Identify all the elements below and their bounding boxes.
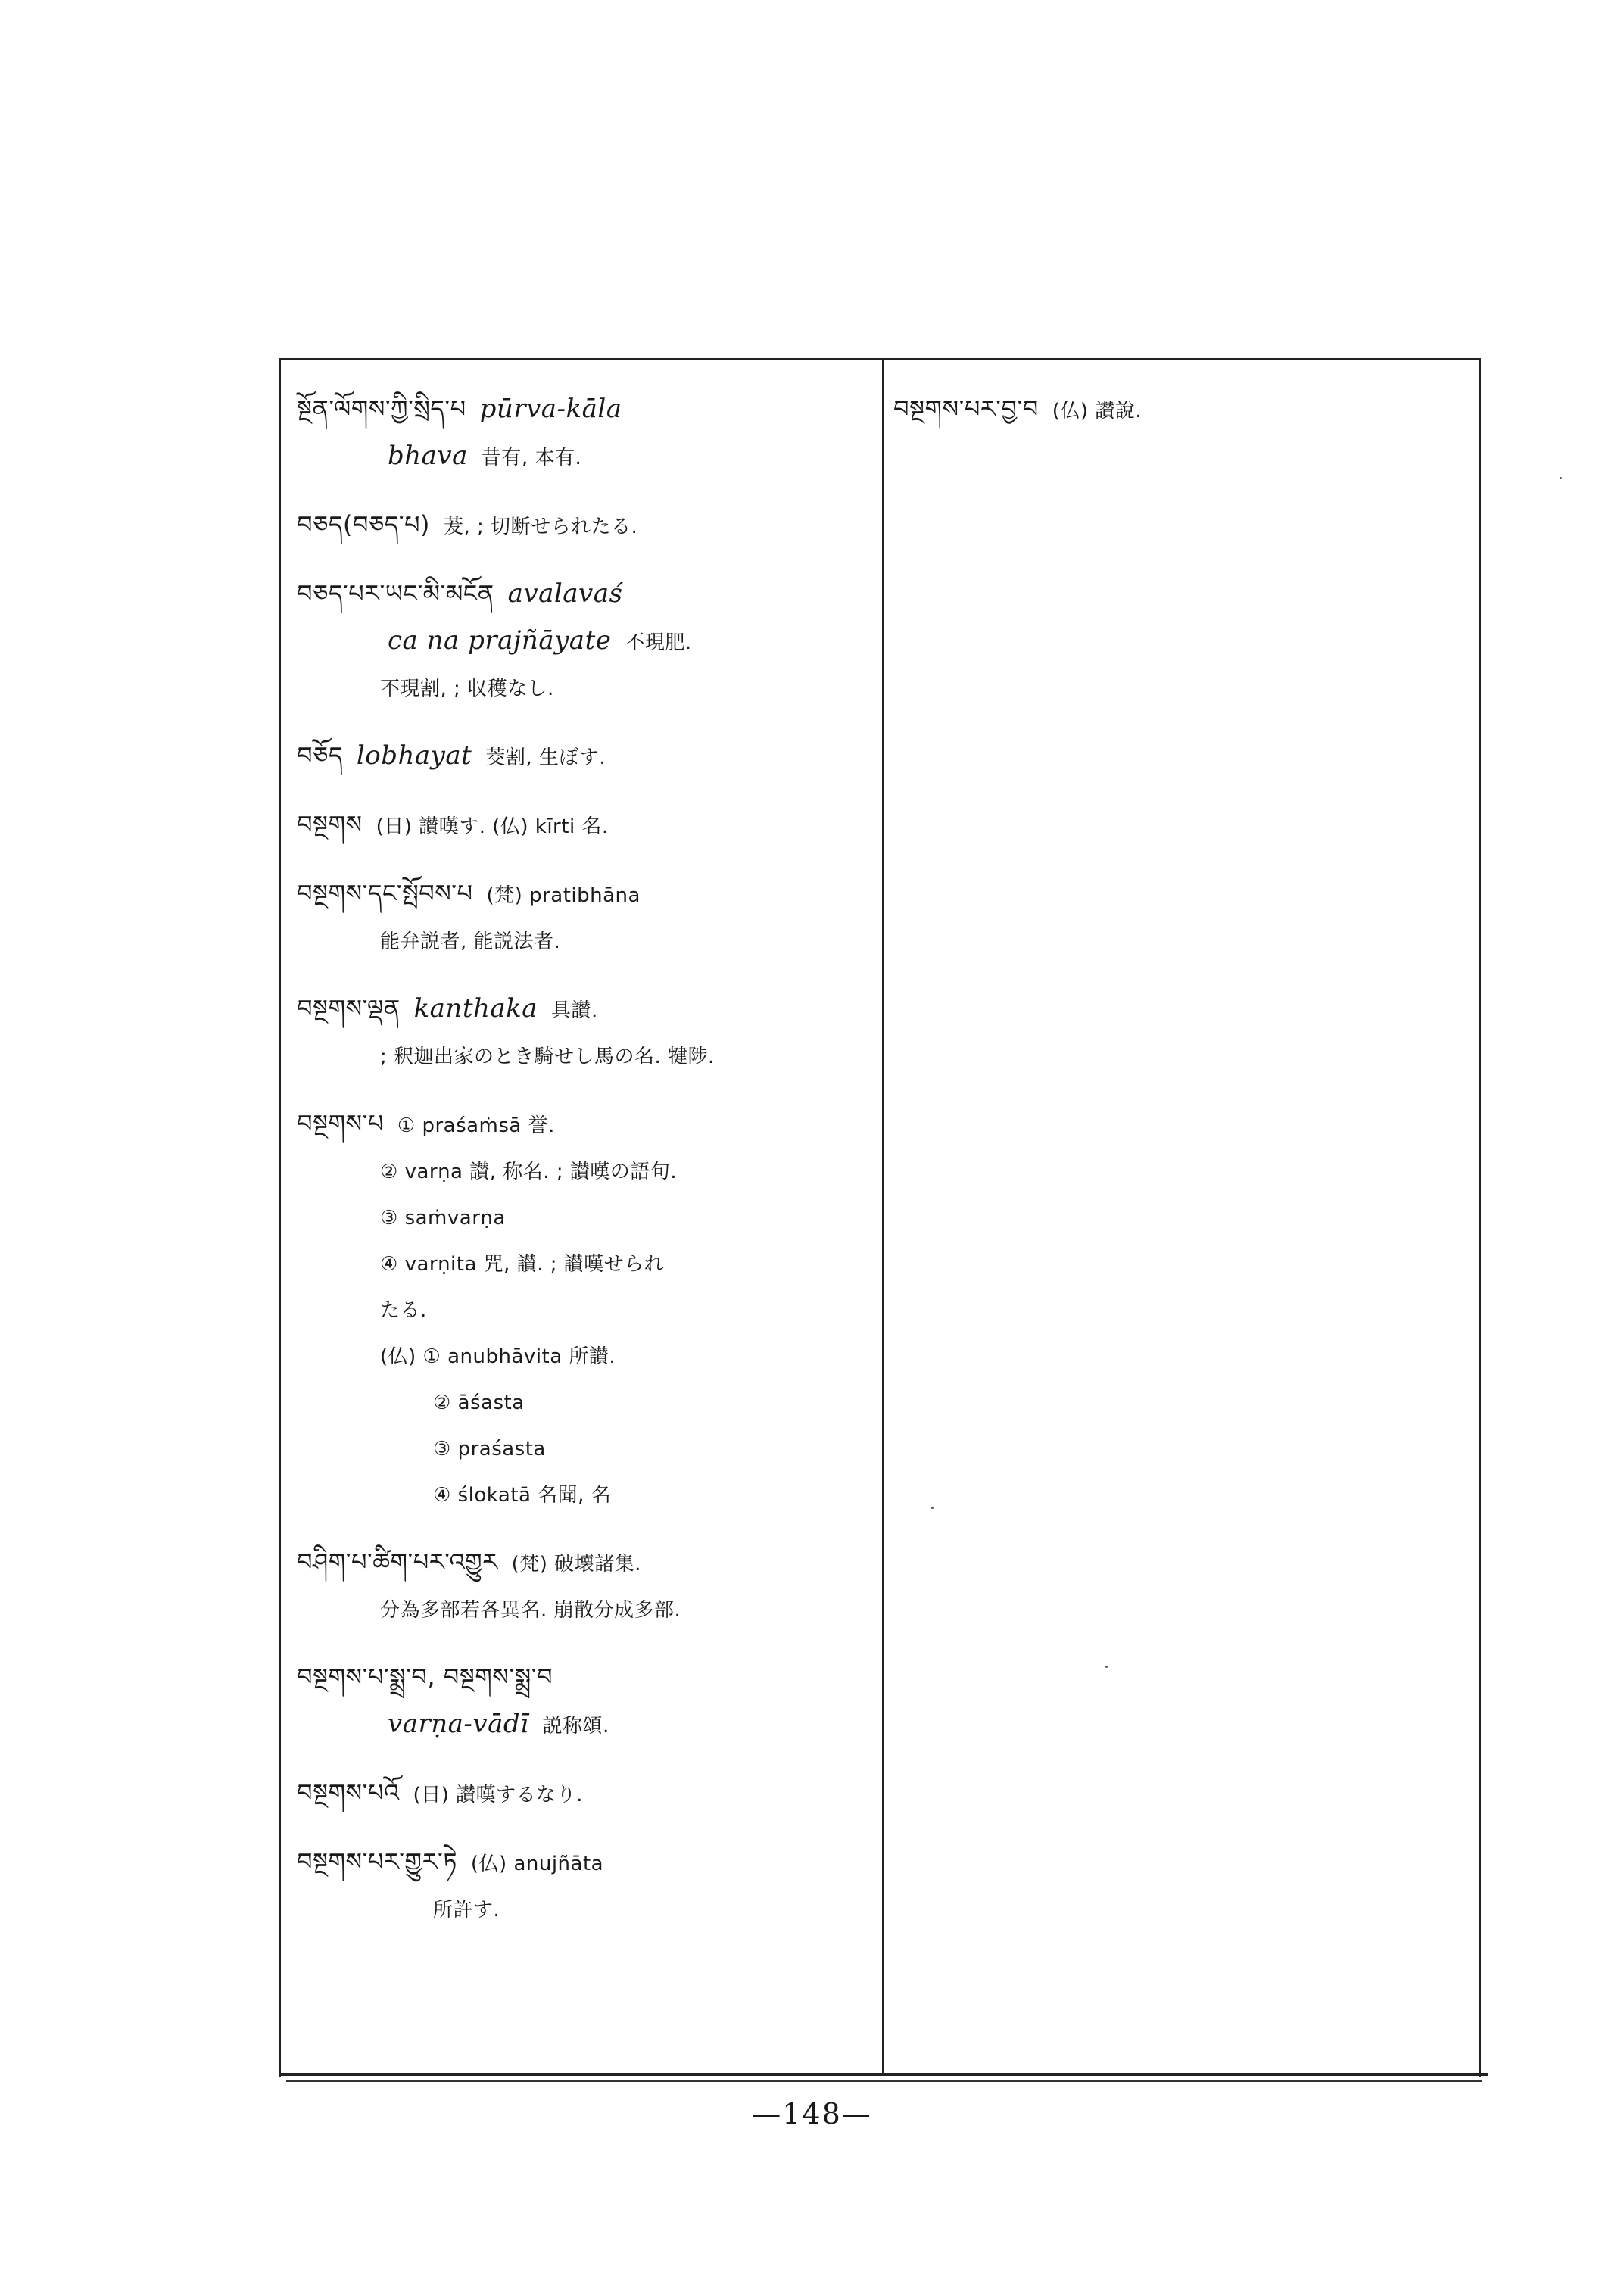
sanskrit-term: avalavaś — [507, 578, 623, 609]
entry-line — [297, 1287, 872, 1333]
entry-line — [297, 733, 872, 781]
entry-line — [297, 1241, 872, 1287]
entry-gap — [297, 781, 872, 802]
gloss-text: (仏) 讃說. — [1052, 400, 1142, 422]
dictionary-entry — [297, 1539, 872, 1633]
tibetan-term: བསྔགས་ལྡན — [297, 994, 401, 1023]
tibetan-term: བཅད་པར་ཡང་མི་མངོན — [297, 579, 494, 608]
page-number: —148— — [752, 2097, 872, 2130]
tibetan-term: བསྔགས — [297, 810, 363, 839]
gloss-text: 茇, ; 切断せられたる. — [444, 516, 638, 538]
entry-gap — [297, 1818, 872, 1839]
sanskrit-term: pūrva-kāla — [479, 394, 622, 424]
dictionary-entry — [297, 1101, 872, 1518]
entry-gap — [297, 849, 872, 871]
tibetan-term: བསྔགས་པ — [297, 1109, 384, 1138]
sanskrit-term: lobhayat — [356, 740, 472, 771]
dictionary-entry — [297, 733, 872, 781]
tibetan-term: བཅོད — [297, 741, 343, 770]
entry-gap — [297, 481, 872, 502]
dictionary-entry — [893, 386, 1469, 434]
sanskrit-term: varṇa-vādī — [388, 1709, 529, 1739]
gloss-text: 昔有, 本有. — [481, 447, 582, 469]
tibetan-term: བསྔགས་དང་སྤོབས་པ — [297, 879, 473, 908]
tibetan-term: བཅད(བཅད་པ) — [297, 510, 430, 539]
entry-line — [297, 618, 872, 665]
entry-line — [893, 386, 1469, 434]
dictionary-entry — [297, 386, 872, 481]
right-column — [893, 386, 1469, 455]
entry-line — [297, 433, 872, 481]
gloss-text: 不現割, ; 収穫なし. — [380, 678, 554, 700]
gloss-text: 所許す. — [433, 1899, 500, 1922]
dictionary-entry — [297, 502, 872, 550]
scan-speck — [931, 1507, 934, 1509]
scan-speck — [1105, 1666, 1108, 1668]
entry-gap — [297, 1080, 872, 1101]
sanskrit-term: kanthaka — [413, 993, 538, 1024]
gloss-text: ① praśaṁsā 誉. — [397, 1114, 555, 1137]
gloss-text: ② āśasta — [433, 1392, 525, 1414]
gloss-text: たる. — [380, 1299, 427, 1322]
entry-line — [297, 1472, 872, 1518]
entry-gap — [297, 712, 872, 733]
entry-line — [297, 502, 872, 550]
entry-line — [297, 1587, 872, 1633]
entry-line — [297, 571, 872, 618]
entry-line — [297, 802, 872, 849]
gloss-text: (日) 讃嘆するなり. — [413, 1784, 583, 1806]
entry-line — [297, 1149, 872, 1195]
gloss-text: (梵) 破壊諸集. — [511, 1553, 641, 1576]
gloss-text: ④ varṇita 咒, 讃. ; 讃嘆せられ — [380, 1253, 665, 1276]
dictionary-entry — [297, 1770, 872, 1818]
entry-line — [297, 1195, 872, 1241]
gloss-text: ; 釈迦出家のとき騎せし馬の名. 犍陟. — [380, 1046, 715, 1068]
gloss-text: 説称頌. — [542, 1715, 609, 1738]
gloss-text: ④ ślokatā 名聞, 名 — [433, 1484, 612, 1507]
tibetan-term: བསྔགས་པར་བྱ་བ — [893, 394, 1039, 423]
entry-line — [297, 1770, 872, 1818]
entry-line — [297, 986, 872, 1033]
entry-line — [297, 1839, 872, 1887]
gloss-text: (日) 讃嘆す. (仏) kīrti 名. — [376, 815, 609, 838]
entry-gap — [297, 965, 872, 986]
entry-gap — [297, 1933, 872, 1954]
dictionary-entry — [297, 802, 872, 849]
entry-line — [297, 1887, 872, 1933]
entry-line — [297, 1033, 872, 1080]
gloss-text: 能弁説者, 能説法者. — [380, 930, 561, 953]
sanskrit-term: ca na prajñāyate — [388, 625, 612, 656]
tibetan-term: བསྔགས་པའོ — [297, 1778, 400, 1807]
entry-gap — [297, 1518, 872, 1539]
gloss-text: 具讃. — [551, 999, 598, 1022]
gloss-text: ③ praśasta — [433, 1438, 546, 1460]
entry-line — [297, 1333, 872, 1379]
gloss-text: ③ saṁvarṇa — [380, 1207, 506, 1230]
entry-line — [297, 1101, 872, 1149]
dictionary-entry — [297, 1839, 872, 1933]
entry-line — [297, 1379, 872, 1426]
gloss-text: (仏) ① anubhāvita 所讃. — [380, 1345, 616, 1368]
tibetan-term: བསྔགས་པ་སྨྲ་བ, བསྔགས་སྨྲ་བ — [297, 1663, 553, 1691]
entry-line — [297, 918, 872, 965]
left-column — [297, 386, 872, 1954]
gloss-text: (梵) pratibhāna — [486, 884, 641, 907]
tibetan-term: སྔོན་ལོགས་ཀྱི་སྲིད་པ — [297, 394, 466, 423]
column-divider — [882, 358, 884, 2073]
entry-gap — [893, 434, 1469, 455]
gloss-text: (仏) anujñāta — [470, 1853, 604, 1875]
scan-speck — [1560, 477, 1562, 479]
entry-line — [297, 1701, 872, 1749]
gloss-text: 茭割, 生ぼす. — [485, 746, 606, 769]
table-bottom-rule — [279, 2073, 1488, 2076]
tibetan-term: བསྔགས་པར་གྱུར་ཏེ — [297, 1847, 457, 1876]
entry-line — [297, 1654, 872, 1701]
gloss-text: ② varṇa 讃, 称名. ; 讃嘆の語句. — [380, 1161, 678, 1183]
table-bottom-rule-inner — [286, 2080, 1482, 2082]
entry-line — [297, 665, 872, 712]
tibetan-term: བཤིག་པ་ཚིག་པར་འགྱུར — [297, 1548, 498, 1576]
entry-gap — [297, 1749, 872, 1770]
entry-gap — [297, 550, 872, 571]
entry-line — [297, 871, 872, 918]
dictionary-entry — [297, 571, 872, 712]
sanskrit-term: bhava — [388, 441, 468, 471]
entry-gap — [297, 1633, 872, 1654]
gloss-text: 不現肥. — [625, 631, 692, 654]
dictionary-entry — [297, 871, 872, 965]
dictionary-entry — [297, 1654, 872, 1749]
entry-line — [297, 1426, 872, 1472]
gloss-text: 分為多部若各異名. 崩散分成多部. — [380, 1599, 681, 1622]
dictionary-entry — [297, 986, 872, 1080]
entry-line — [297, 1539, 872, 1587]
entry-line — [297, 386, 872, 433]
